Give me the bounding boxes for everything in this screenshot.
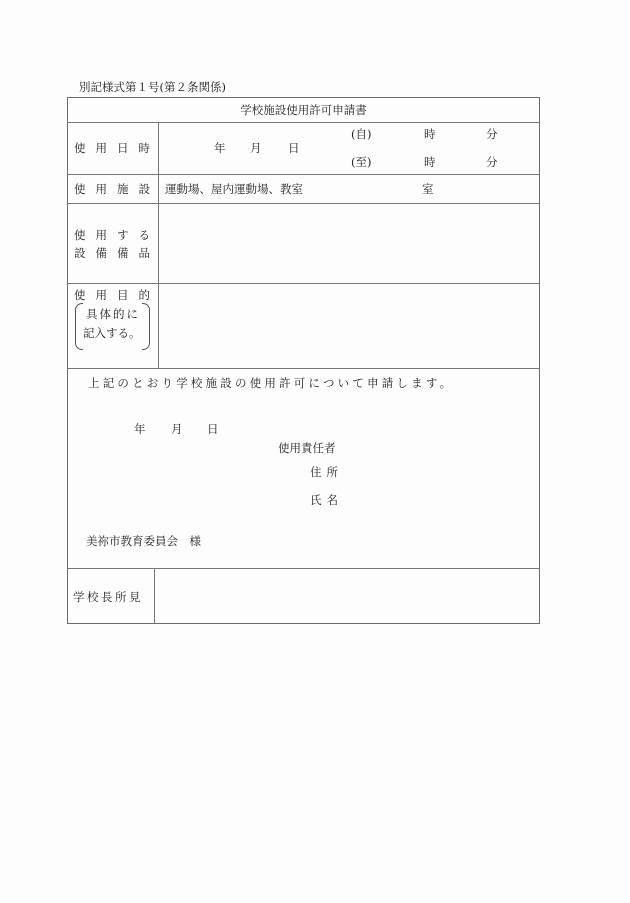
principal-opinion-input-area[interactable] [155,569,539,623]
right-paren-icon [142,303,150,350]
app-date-day-unit: 日 [207,422,219,436]
from-label: (自) [351,127,372,141]
to-hour-unit: 時 [424,155,436,169]
purpose-input-area[interactable] [159,284,539,368]
to-minute-unit: 分 [486,155,498,169]
equipment-label-line1: 使用する [74,228,160,242]
application-statement: 上記のとおり学校施設の使用許可について申請します。 [88,376,455,390]
date-day-unit: 日 [288,141,300,155]
addressee: 美祢市教育委員会 様 [86,534,201,548]
principal-opinion-label: 学校長所見 [73,590,143,604]
equipment-label-line2: 設備備品 [74,246,160,260]
name-label: 氏名 [310,493,343,507]
purpose-note-line2: 記入する。 [83,326,141,340]
from-minute-unit: 分 [486,127,498,141]
name-field[interactable] [350,489,535,509]
to-label: (至) [351,155,372,169]
form-title: 学校施設使用許可申請書 [240,103,367,117]
address-field[interactable] [350,461,535,481]
room-suffix: 室 [422,182,434,196]
purpose-note-line1: 具体的に [86,307,140,321]
app-date-month-unit: 月 [171,422,183,436]
facility-label: 使用施設 [74,182,160,196]
date-year-unit: 年 [214,141,226,155]
date-month-unit: 月 [250,141,262,155]
datetime-label: 使用日時 [74,141,160,155]
divider [67,122,540,123]
divider [67,174,540,175]
facility-options[interactable]: 運動場、屋内運動場、教室 [165,182,303,196]
app-date-year-unit: 年 [134,422,146,436]
responsible-person-label: 使用責任者 [278,441,336,455]
left-paren-icon [75,303,83,350]
purpose-label: 使用目的 [74,288,160,302]
from-hour-unit: 時 [424,127,436,141]
address-label: 住所 [310,465,343,479]
divider [67,368,540,369]
equipment-input-area[interactable] [159,204,539,283]
form-number: 別記様式第１号(第２条関係) [79,80,226,94]
